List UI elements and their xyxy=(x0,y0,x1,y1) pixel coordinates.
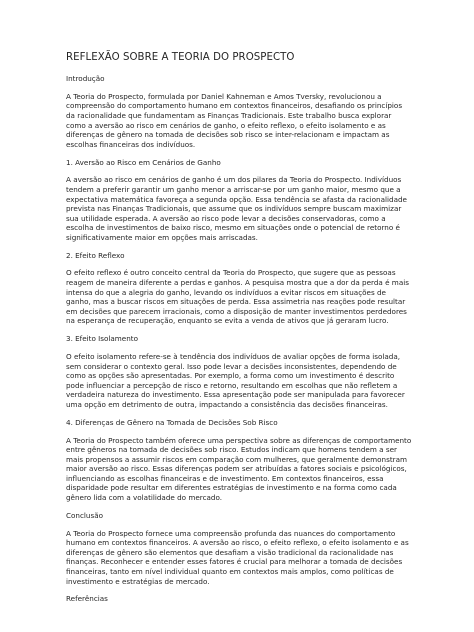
section-4-heading: 4. Diferenças de Gênero na Tomada de Decisões Sob Risco xyxy=(66,417,278,427)
conclusion-paragraph: A Teoria do Prospecto fornece uma compreensão profunda das nuances do comportamento humano em contextos financeiros. A aversão ao risco, o efeito reflexo, o efeito isolamento e as diferenças de gênero são elementos que desafiam a visão tradicional da racionalidade nas finanças. Reconhecer e entender esses fatores é crucial para melhorar a tomada de decisões financeiras, tanto em nível individual quanto em contextos mais amplos, como políticas de investimento e estratégias de mercado. xyxy=(66,528,409,586)
section-2-heading: 2. Efeito Reflexo xyxy=(66,250,125,260)
section-4-paragraph: A Teoria do Prospecto também oferece uma perspectiva sobre as diferenças de comportamento entre gêneros na tomada de decisões sob risco. Estudos indicam que homens tendem a ser mais propensos a assumir riscos em comparação com mulheres, que geralmente demonstram maior aversão ao risco. Essas diferenças podem ser atribuídas a fatores sociais e psicológicos, influenciando as escolhas financeiras e de investimento. Em contextos financeiros, essa disparidade pode resultar em diferentes estratégias de investimento e na forma como cada gênero lida com a volatilidade do mercado. xyxy=(66,435,412,503)
conclusion-heading: Conclusão xyxy=(66,510,104,520)
intro-heading: Introdução xyxy=(66,74,105,83)
document-title: REFLEXÃO SOBRE A TEORIA DO PROSPECTO xyxy=(66,52,295,63)
section-2-paragraph: O efeito reflexo é outro conceito central da Teoria do Prospecto, que sugere que as pessoas reagem de maneira diferente a perdas e ganhos. A pesquisa mostra que a dor da perda é mais intensa do que a alegria do ganho, levando os indivíduos a evitar riscos em situações de ganho, mas a buscar riscos em situações de perda. Essa assimetria nas reações pode resultar em decisões que parecem irracionais, como a disposição de manter investimentos perdedores na esperança de recuperação, enquanto se evita a venda de ativos que já geraram lucro. xyxy=(66,268,409,326)
references-heading: Referências xyxy=(66,594,108,604)
section-1-heading: 1. Aversão ao Risco em Cenários de Ganho xyxy=(66,157,221,167)
section-3-heading: 3. Efeito Isolamento xyxy=(66,334,138,344)
section-1-paragraph: A aversão ao risco em cenários de ganho é um dos pilares da Teoria do Prospecto. Indivíduos tendem a preferir garantir um ganho menor a arriscar-se por um ganho maior, mesmo que a expectativa matemática favoreça a segunda opção. Essa tendência se afasta da racionalidade prevista nas Finanças Tradicionais, que assume que os indivíduos sempre buscam maximizar sua utilidade esperada. A aversão ao risco pode levar a decisões conservadoras, como a escolha de investimentos de baixo risco, mesmo em situações onde o potencial de retorno é significativamente maior em opções mais arriscadas. xyxy=(66,175,407,242)
section-3-paragraph: O efeito isolamento refere-se à tendência dos indivíduos de avaliar opções de forma isolada, sem considerar o contexto geral. Isso pode levar a decisões inconsistentes, dependendo de como as opções são apresentadas. Por exemplo, a forma como um investimento é descrito pode influenciar a percepção de risco e retorno, resultando em escolhas que não refletem a verdadeira natureza do investimento. Essa apresentação pode ser manipulada para favorecer uma opção em detrimento de outra, impactando a consistência das decisões financeiras. xyxy=(66,351,405,409)
intro-paragraph: A Teoria do Prospecto, formulada por Daniel Kahneman e Amos Tversky, revolucionou a compreensão do comportamento humano em contextos financeiros, desafiando os princípios da racionalidade que fundamentam as Finanças Tradicionais. Este trabalho busca explorar como a aversão ao risco em cenários de ganho, o efeito reflexo, o efeito isolamento e as diferenças de gênero na tomada de decisões sob risco se inter-relacionam e impactam as escolhas financeiras dos indivíduos. xyxy=(66,91,403,149)
